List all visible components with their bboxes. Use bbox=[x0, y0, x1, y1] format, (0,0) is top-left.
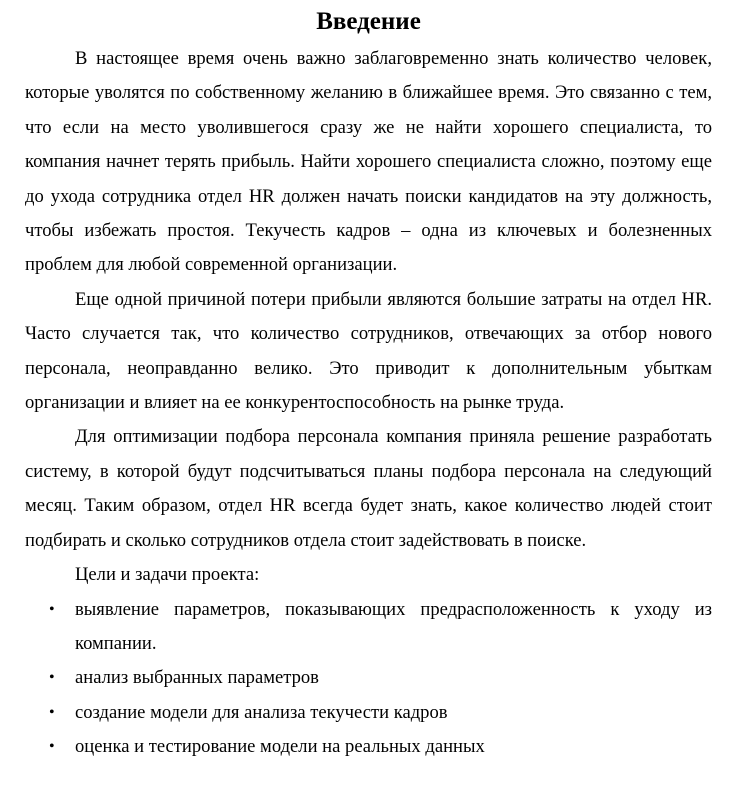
paragraph-2: Еще одной причиной потери прибыли являются большие затраты на отдел HR. Часто случается так, что количество сотрудников, отвечающих за отбор нового персонала, неоправданно велико. Это приводит к дополнительным убыткам организации и влияет на ее конкурентоспособность на рынке труда. bbox=[25, 288, 712, 414]
bullet-icon: • bbox=[49, 669, 55, 687]
paragraph-1: В настоящее время очень важно заблаговременно знать количество человек, которые уволятся по собственному желанию в ближайшее время. Это связанно с тем, что если на место уволившегося сразу же не найти хорошего специалиста, то компания начнет терять прибыль. Найти хорошего специалиста сложно, поэтому еще до ухода сотрудника отдел HR должен начать поиски кандидатов на эту должность, чтобы избежать простоя. Текучесть кадров – одна из ключевых и болезненных проблем для любой современной организации. bbox=[25, 48, 712, 276]
bullet-icon: • bbox=[49, 600, 55, 618]
page-title: Введение bbox=[316, 8, 421, 35]
list-item bbox=[25, 661, 712, 695]
list-item bbox=[25, 730, 712, 764]
goals-list bbox=[25, 593, 712, 765]
goals-heading: Цели и задачи проекта: bbox=[75, 564, 260, 586]
paragraph-3: Для оптимизации подбора персонала компания приняла решение разработать систему, в которой будут подсчитываться планы подбора персонала на следующий месяц. Таким образом, отдел HR всегда будет знать, какое количество людей стоит подбирать и сколько сотрудников отдела стоит задействовать в поиске. bbox=[25, 426, 712, 551]
bullet-icon: • bbox=[49, 738, 55, 756]
list-item bbox=[25, 593, 712, 662]
document-page bbox=[25, 0, 712, 765]
bullet-icon: • bbox=[49, 703, 55, 721]
list-item-text: оценка и тестирование модели на реальных данных bbox=[75, 736, 485, 758]
list-item-text: создание модели для анализа текучести кадров bbox=[75, 701, 448, 723]
list-item bbox=[25, 696, 712, 730]
list-item-text: анализ выбранных параметров bbox=[75, 667, 319, 689]
list-item-text: выявление параметров, показывающих предрасположенность к уходу из компании. bbox=[75, 598, 712, 654]
